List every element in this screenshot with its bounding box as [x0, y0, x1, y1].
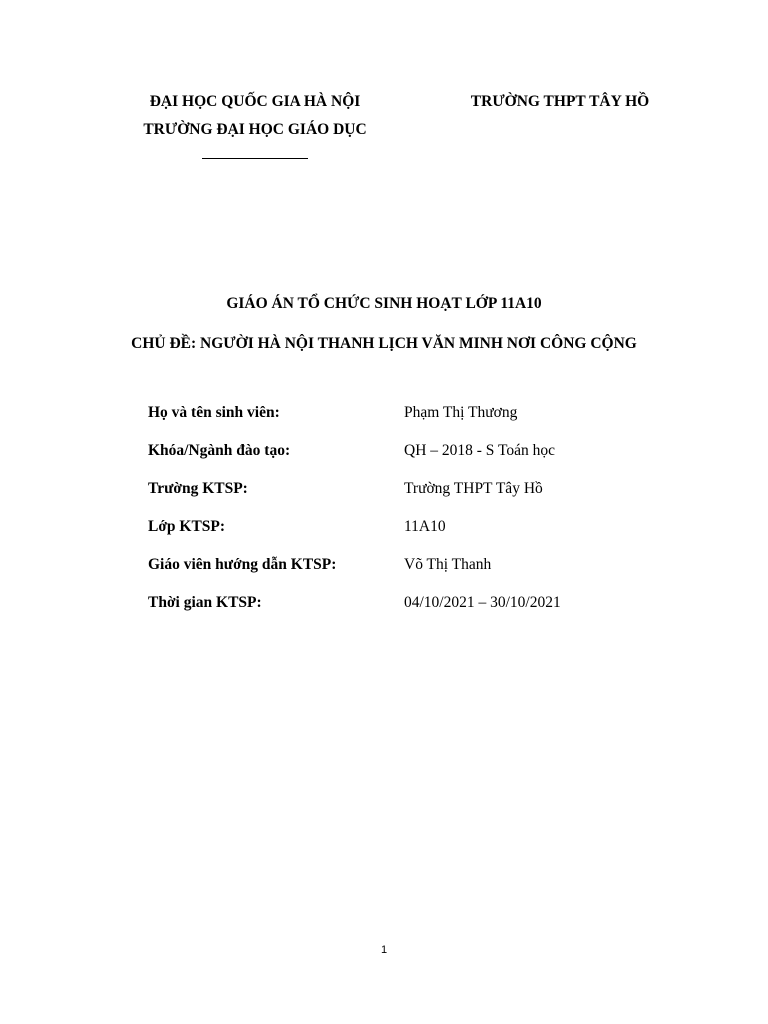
info-value: 04/10/2021 – 30/10/2021 [404, 594, 561, 611]
info-row-student [148, 402, 628, 440]
university-name: ĐẠI HỌC QUỐC GIA HÀ NỘI [149, 93, 361, 110]
info-row-school [148, 478, 628, 516]
info-label: Khóa/Ngành đào tạo: [148, 442, 291, 459]
info-label: Thời gian KTSP: [148, 594, 262, 611]
header-left-block [120, 90, 390, 153]
info-row-course [148, 440, 628, 478]
info-value: Võ Thị Thanh [404, 556, 492, 573]
info-label: Họ và tên sinh viên: [148, 404, 280, 421]
info-value: Trường THPT Tây Hồ [404, 480, 543, 497]
info-value: QH – 2018 - S Toán học [404, 442, 556, 459]
info-row-supervisor [148, 554, 628, 592]
document-title: GIÁO ÁN TỔ CHỨC SINH HOẠT LỚP 11A10 [226, 295, 542, 312]
info-row-period [148, 592, 628, 630]
info-value: Phạm Thị Thương [404, 404, 518, 421]
info-label: Giáo viên hướng dẫn KTSP: [148, 556, 337, 573]
info-table [148, 402, 628, 630]
document-topic: CHỦ ĐỀ: NGƯỜI HÀ NỘI THANH LỊCH VĂN MINH NƠI CÔNG CỘNG [131, 335, 637, 352]
info-value: 11A10 [404, 518, 446, 535]
header-right-school: TRƯỜNG THPT TÂY HỒ [470, 93, 650, 110]
info-row-class [148, 516, 628, 554]
info-label: Lớp KTSP: [148, 518, 226, 535]
school-name: TRƯỜNG ĐẠI HỌC GIÁO DỤC [143, 121, 367, 138]
header-divider [202, 158, 308, 159]
page-number: 1 [380, 944, 388, 956]
info-label: Trường KTSP: [148, 480, 248, 497]
